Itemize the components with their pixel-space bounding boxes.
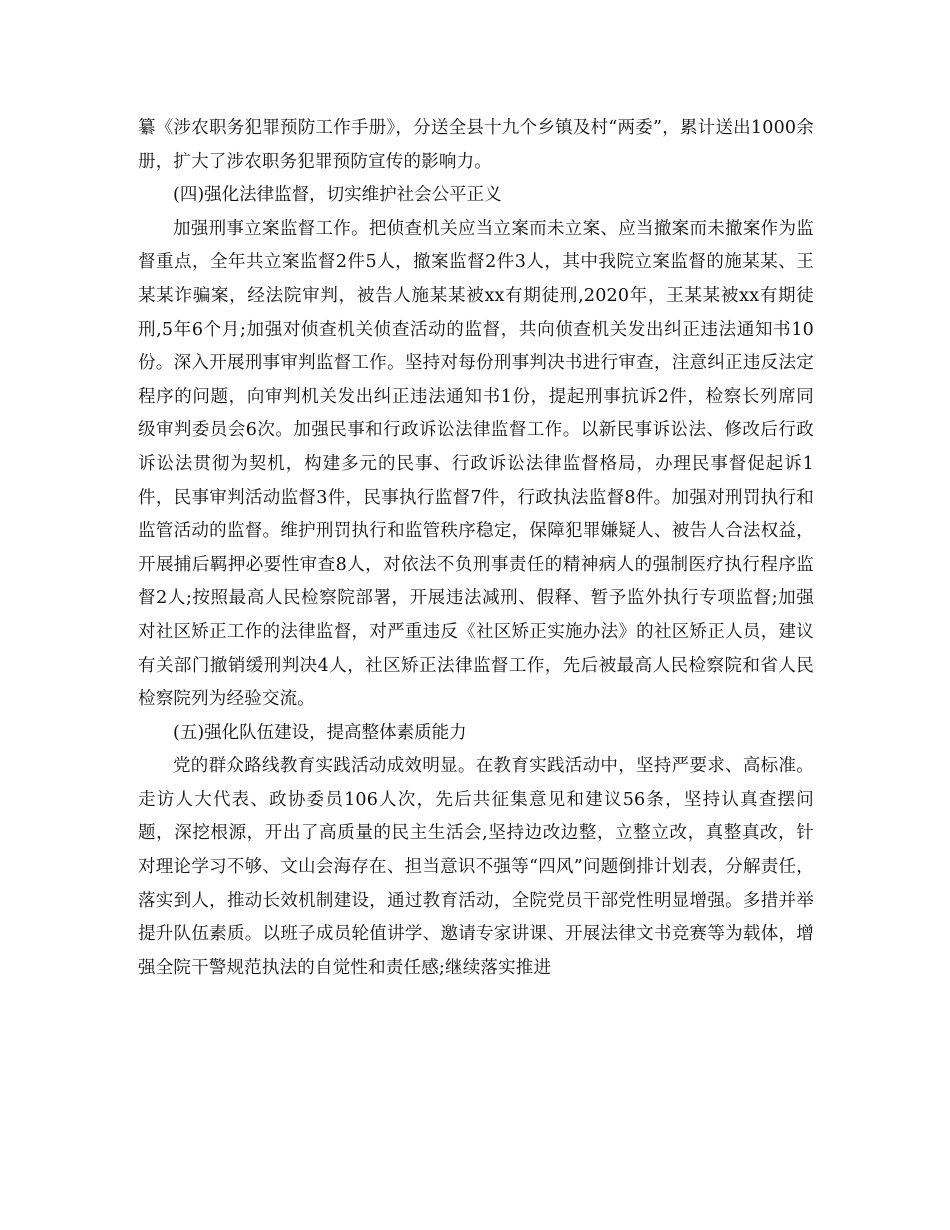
section-heading-5: (五)强化队伍建设，提高整体素质能力 [173, 722, 467, 743]
section-heading-4: (四)强化法律监督，切实维护社会公平正义 [173, 185, 502, 206]
document-page [138, 112, 814, 985]
paragraph-legal-supervision: 加强刑事立案监督工作。把侦查机关应当立案而未立案、应当撤案而未撤案作为监督重点，全年共立案监督2件5人，撤案监督2件3人，其中我院立案监督的施某某、王某某诈骗案，经法院审判，被告人施某某被xx有期徒刑,2020年，王某某被xx有期徒刑,5年6个月;加强对侦查机关侦查活动的监督，共向侦查机关发出纠正违法通知书10份。深入开展刑事审判监督工作。坚持对每份刑事判决书进行审查，注意纠正违反法定程序的问题，向审判机关发出纠正违法通知书1份，提起刑事抗诉2件，检察长列席同级审判委员会6次。加强民事和行政诉讼法律监督工作。以新民事诉讼法、修改后行政诉讼法贯彻为契机，构建多元的民事、行政诉讼法律监督格局，办理民事督促起诉1件，民事审判活动监督3件，民事执行监督7件，行政执法监督8件。加强对刑罚执行和监管活动的监督。维护刑罚执行和监管秩序稳定，保障犯罪嫌疑人、被告人合法权益，开展捕后羁押必要性审查8人，对依法不负刑事责任的精神病人的强制医疗执行程序监督2人;按照最高人民检察院部署，开展违法减刑、假释、暂予监外执行专项监督;加强对社区矫正工作的法律监督，对严重违反《社区矫正实施办法》的社区矫正人员，建议有关部门撤销缓刑判决4人，社区矫正法律监督工作，先后被最高人民检察院和省人民检察院列为经验交流。 [138, 218, 814, 710]
paragraph-team-building: 党的群众路线教育实践活动成效明显。在教育实践活动中，坚持严要求、高标准。走访人大代表、政协委员106人次，先后共征集意见和建议56条，坚持认真查摆问题，深挖根源，开出了高质量的民主生活会,坚持边改边整，立整立改，真整真改，针对理论学习不够、文山会海存在、担当意识不强等“四风”问题倒排计划表，分解责任，落实到人，推动长效机制建设，通过教育活动，全院党员干部党性明显增强。多措并举提升队伍素质。以班子成员轮值讲学、邀请专家讲课、开展法律文书竞赛等为载体，增强全院干警规范执法的自觉性和责任感;继续落实推进 [138, 756, 814, 978]
paragraph-continuation: 纂《涉农职务犯罪预防工作手册》，分送全县十九个乡镇及村“两委”，累计送出1000余册，扩大了涉农职务犯罪预防宣传的影响力。 [138, 118, 814, 172]
